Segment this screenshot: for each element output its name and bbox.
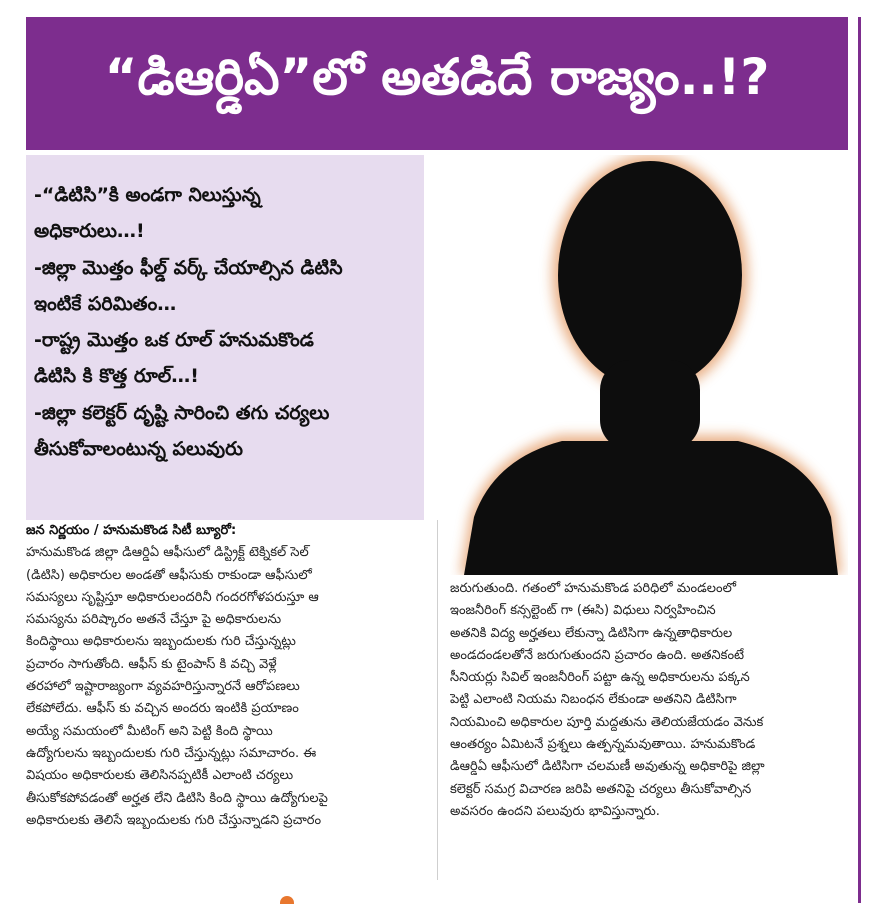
- silhouette-photo: [450, 155, 848, 575]
- body-line: సీనియర్లు సివిల్ ఇంజనీరింగ్ పట్టా ఉన్న అధికారులను పక్కన: [450, 670, 750, 686]
- body-line: పెట్టి ఎలాంటి నియమ నిబంధన లేకుండా అతనిని డిటిసిగా: [450, 692, 737, 708]
- highlight-line: డిటిసి కి కొత్త రూల్…!: [34, 365, 199, 388]
- body-line: అయ్యే సమయంలో మీటింగ్ అని పెట్టి కింది స్థాయి: [26, 723, 273, 739]
- headline-banner: [26, 17, 848, 150]
- body-line: ఉద్యోగులను ఇబ్బందులకు గురి చేస్తున్నట్లు సమాచారం. ఈ: [26, 745, 317, 761]
- body-line: తీసుకోకపోవడంతో అర్హత లేని డిటిసి కింది స్థాయి ఉద్యోగులపై: [26, 790, 328, 806]
- body-line: సమస్యలు సృష్టిస్తూ అధికారులందరినీ గందరగోళపరుస్తూ ఆ: [26, 589, 319, 605]
- column-divider: [437, 520, 438, 880]
- body-line: అతనికి విద్య అర్హతలు లేకున్నా డిటిసిగా ఉన్నతాధికారుల: [450, 625, 733, 641]
- body-line: లేకపోలేదు. ఆఫీస్ కు వచ్చిన అందరు ఇంటికి ప్రయాణం: [26, 701, 299, 717]
- body-line: విషయం అధికారులకు తెలిసినప్పటికీ ఎలాంటి చర్యలు: [26, 768, 294, 784]
- headline-text: “డిఆర్డిఏ”లో అతడిదే రాజ్యం..!?: [104, 48, 770, 106]
- body-line: డిఆర్డిఏ ఆఫీసులో డిటిసిగా చలమణీ అవుతున్న అధికారిపై జిల్లా: [450, 759, 765, 775]
- body-line: ఆంతర్యం ఏమిటనే ప్రశ్నలు ఉత్పన్నమవుతాయి. హనుమకొండ: [450, 737, 756, 753]
- body-line: అవసరం ఉందని పలువురు భావిస్తున్నారు.: [450, 803, 660, 819]
- body-line: (డిటిసి) అధికారుల అండతో ఆఫీసుకు రాకుండా ఆఫీసులో: [26, 567, 312, 583]
- highlight-line: -“డిటిసి”కి అండగా నిలుస్తున్న: [34, 184, 261, 206]
- highlight-line: ఇంటికే పరిమితం…: [34, 292, 177, 315]
- body-line: ఇంజనీరింగ్ కన్సల్టెంట్ గా (ఈసి) విధులు నిర్వహించిన: [450, 603, 716, 619]
- body-line: తరహాలో ఇష్టారాజ్యంగా వ్యవహరిస్తున్నారనే ఆరోపణలు: [26, 679, 300, 695]
- body-line: జరుగుతుంది. గతంలో హనుమకొండ పరిధిలో మండలంలో: [450, 581, 736, 596]
- body-line: సమస్యను పరిష్కారం అతనే చేస్తూ పై అధికారులను: [26, 612, 282, 628]
- highlights-box: [26, 155, 424, 520]
- body-line: కలెక్టర్ సమగ్ర విచారణ జరిపి అతనిపై చర్యలు తీసుకోవాల్సిన: [450, 781, 752, 797]
- body-line: అధికారులకు తెలిసే ఇబ్బందులకు గురి చేస్తున్నాడని ప్రచారం: [26, 812, 322, 828]
- body-line: ప్రచారం సాగుతోంది. ఆఫీస్ కు టైంపాస్ కి వచ్చి వెళ్లే: [26, 656, 277, 672]
- body-line: కిందిస్థాయి అధికారులను ఇబ్బందులకు గురి చేస్తున్నట్లు: [26, 634, 296, 650]
- highlight-line: -జిల్లా మొత్తం ఫీల్డ్ వర్క్ చేయాల్సిన డిటిసి: [34, 256, 343, 279]
- highlight-line: -జిల్లా కలెక్టర్ దృష్టి సారించి తగు చర్యలు: [34, 401, 330, 424]
- byline: జన నిర్ణయం / హనుమకొండ సిటీ బ్యూరో:: [26, 523, 237, 538]
- highlight-line: తీసుకోవాలంటున్న పలువురు: [34, 438, 243, 461]
- body-line: నియమించి అధికారుల పూర్తి మద్దతును తెలియజేయడం వెనుక: [450, 714, 764, 730]
- highlight-line: -రాష్ట్ర మొత్తం ఒక రూల్ హనుమకొండ: [34, 329, 314, 352]
- body-line: హనుమకొండ జిల్లా డిఆర్డిఏ ఆఫీసులో డిస్ట్రిక్ట్ టెక్నికల్ సెల్: [26, 545, 309, 561]
- highlight-line: అధికారులు…!: [34, 220, 145, 243]
- article-column-right: [450, 578, 848, 823]
- article-column-left: [26, 520, 424, 832]
- body-line: అండదండలతోనే జరుగుతుందని ప్రచారం ఉంది. అతనికంటే: [450, 647, 745, 663]
- page-edge-rule: [858, 17, 861, 903]
- silhouette-person-icon: [450, 155, 848, 575]
